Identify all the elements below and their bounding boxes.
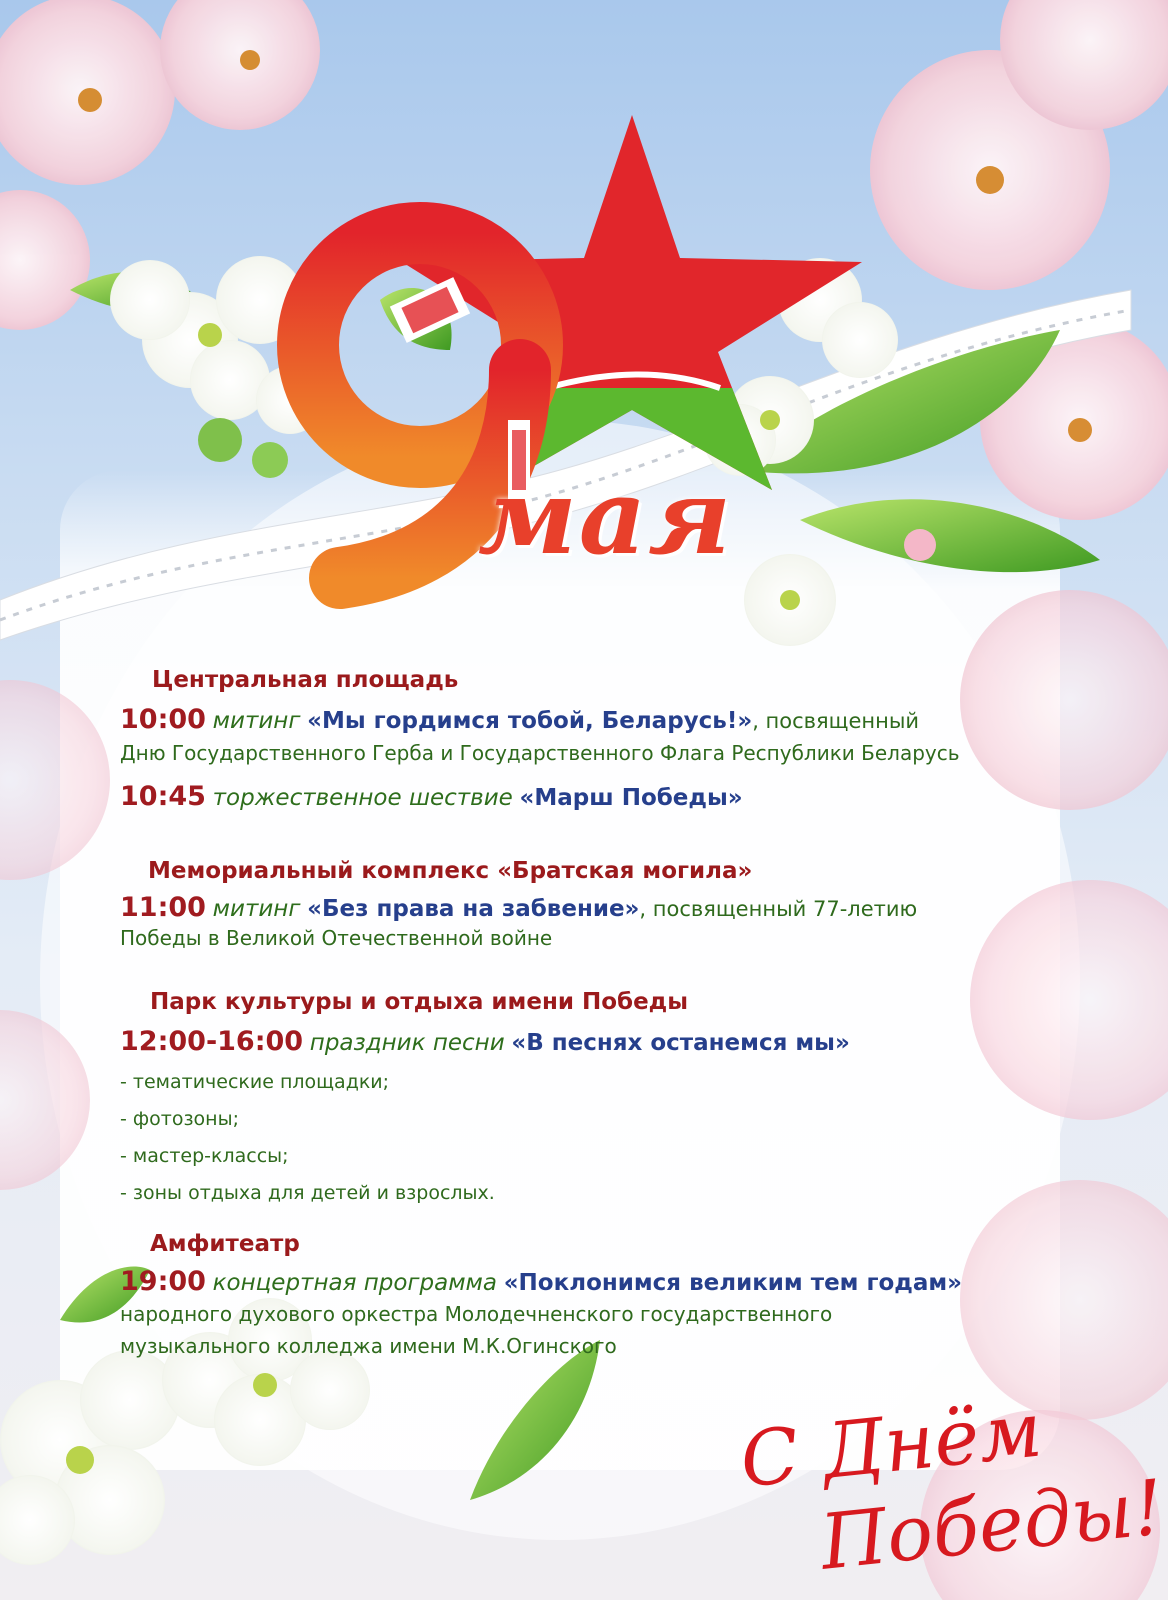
event-time: 11:00 — [120, 892, 206, 923]
event-kind: праздник песни — [309, 1030, 505, 1056]
event-row — [120, 1026, 850, 1057]
event-row — [120, 781, 743, 812]
event-row — [120, 1266, 962, 1297]
event-rest: , посвященный — [752, 709, 920, 733]
event-row — [120, 892, 917, 923]
greeting-line-1: С Днём — [736, 1384, 1046, 1505]
event-kind: концертная программа — [212, 1270, 498, 1296]
list-item: - фотозоны; — [120, 1108, 240, 1130]
event-row — [120, 704, 919, 735]
list-item: - тематические площадки; — [120, 1071, 390, 1093]
section-title-park: Парк культуры и отдыха имени Победы — [150, 989, 689, 1015]
event-continuation: Дню Государственного Герба и Государственного Флага Республики Беларусь — [120, 741, 960, 765]
event-time: 10:00 — [120, 704, 206, 735]
event-time: 10:45 — [120, 781, 206, 812]
list-item: - мастер-классы; — [120, 1145, 289, 1167]
event-kind: митинг — [212, 708, 301, 734]
event-kind: торжественное шествие — [212, 785, 513, 811]
greeting-line-2: Победы! — [816, 1462, 1168, 1587]
event-title: «Поклонимся великим тем годам» — [503, 1270, 963, 1296]
section-title-central-square: Центральная площадь — [152, 667, 459, 693]
event-title: «В песнях останемся мы» — [511, 1030, 850, 1056]
event-continuation: музыкального колледжа имени М.К.Огинского — [120, 1334, 617, 1358]
event-title: «Без права на забвение» — [307, 896, 640, 922]
event-kind: митинг — [212, 896, 301, 922]
section-title-memorial: Мемориальный комплекс «Братская могила» — [148, 858, 753, 884]
event-rest: , посвященный 77-летию — [639, 897, 918, 921]
event-title: «Марш Победы» — [519, 785, 743, 811]
event-continuation: Победы в Великой Отечественной войне — [120, 926, 553, 950]
month-text: мая — [478, 455, 734, 578]
event-title: «Мы гордимся тобой, Беларусь!» — [307, 708, 753, 734]
event-continuation: народного духового оркестра Молодечненского государственного — [120, 1302, 833, 1326]
event-time: 12:00-16:00 — [120, 1026, 304, 1057]
event-time: 19:00 — [120, 1266, 206, 1297]
list-item: - зоны отдыха для детей и взрослых. — [120, 1182, 495, 1204]
section-title-amphitheatre: Амфитеатр — [150, 1231, 300, 1257]
